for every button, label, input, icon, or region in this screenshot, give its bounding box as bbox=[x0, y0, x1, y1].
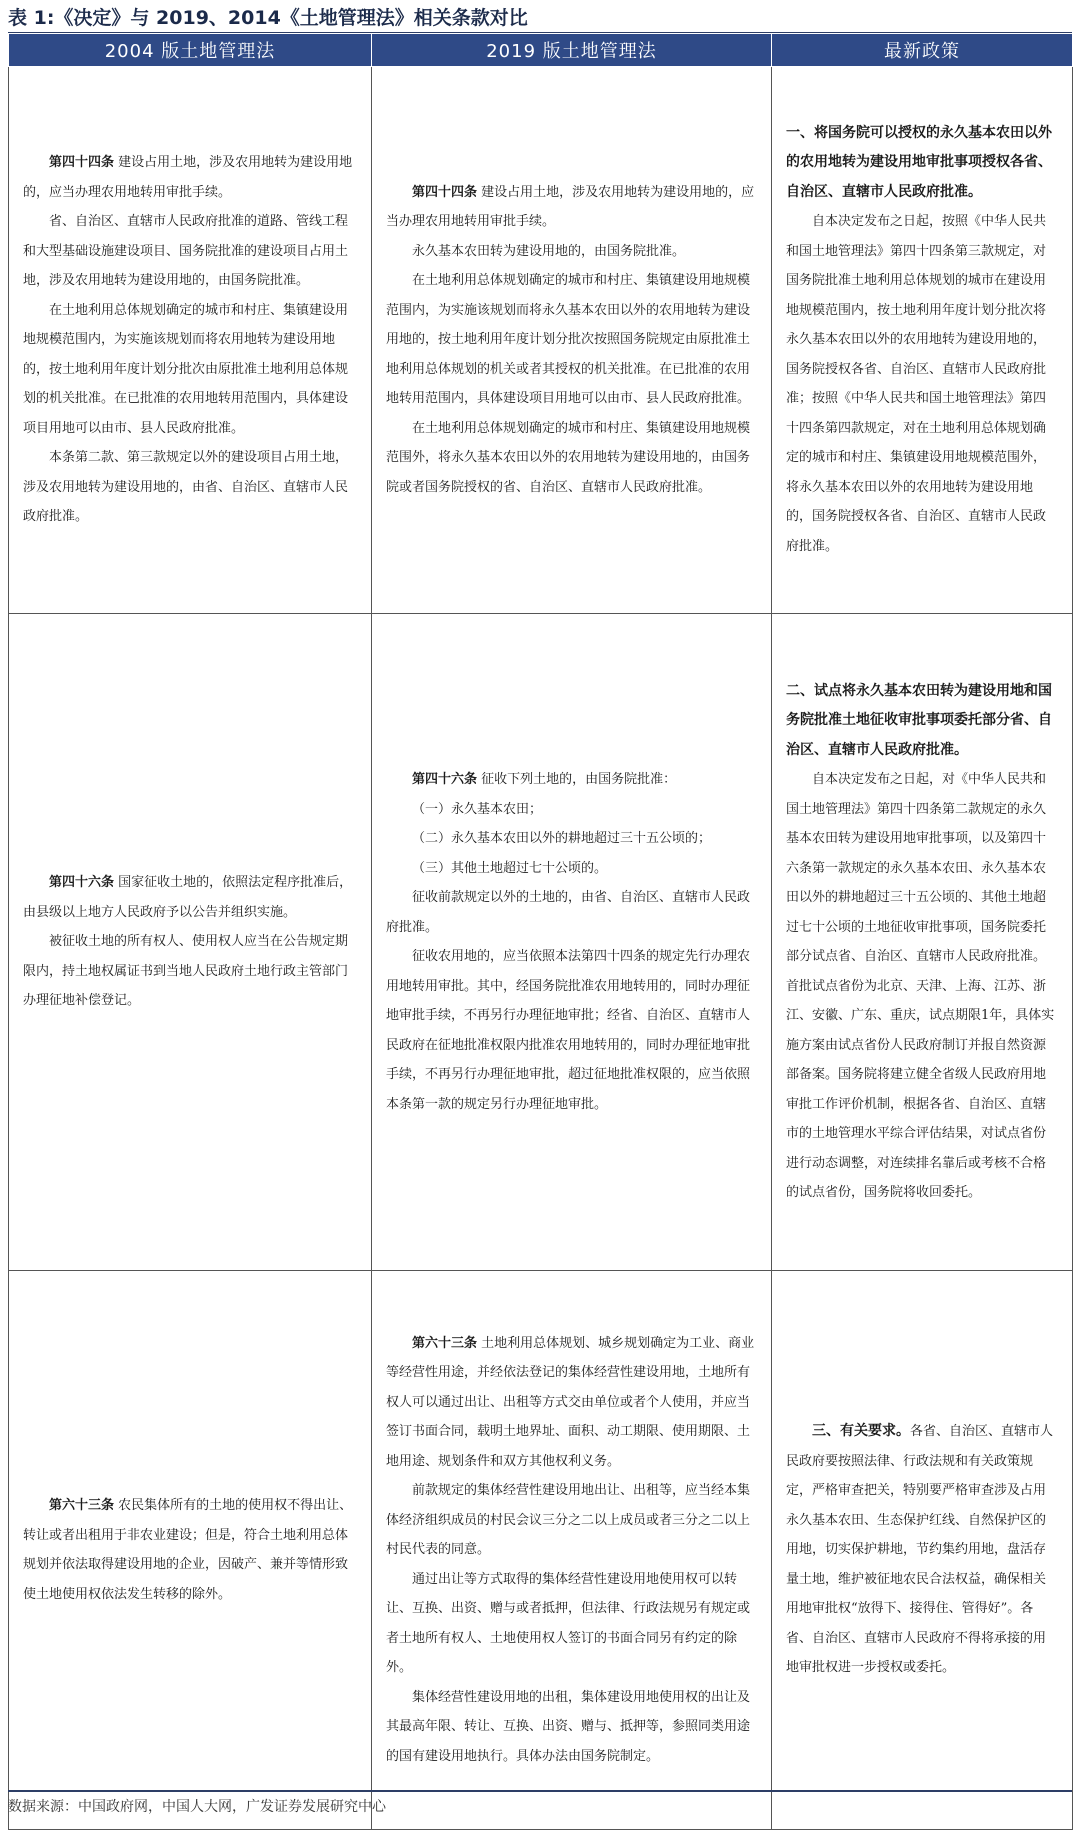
table-row bbox=[9, 1271, 1073, 1830]
article-text: 建设占用土地，涉及农用地转为建设用地的，应当办理农用地转用审批手续。 bbox=[386, 184, 755, 230]
paragraph: 省、自治区、直辖市人民政府批准的道路、管线工程和大型基础设施建设项目、国务院批准的建设项目占用土地，涉及农用地转为建设用地的，由国务院批准。 bbox=[23, 214, 349, 289]
article-label: 第四十四条 bbox=[49, 155, 115, 171]
table-row bbox=[9, 614, 1073, 1271]
cell-policy-2 bbox=[772, 614, 1073, 1271]
article-text: 国家征收土地的，依照法定程序批准后，由县级以上地方人民政府予以公告并组织实施。 bbox=[23, 875, 353, 920]
paragraph: 征收农用地的，应当依照本法第四十四条的规定先行办理农用地转用审批。其中，经国务院批准农用地转用的，同时办理征地审批手续，不再另行办理征地审批；经省、自治区、直辖市人民政府在征地批准权限内批准农用地转用的，同时办理征地审批手续，不再另行办理征地审批，超过征地批准权限的，应当依照本条第一款的规定另行办理征地审批。 bbox=[386, 949, 751, 1112]
paragraph: （二）永久基本农田以外的耕地超过三十五公顷的； bbox=[412, 831, 712, 846]
header-2004: 2004 版土地管理法 bbox=[9, 34, 372, 67]
comparison-table bbox=[8, 33, 1073, 1830]
cell-2019-art46 bbox=[372, 614, 772, 1271]
data-source-note: 数据来源：中国政府网，中国人大网，广发证券发展研究中心 bbox=[8, 1790, 1072, 1816]
cell-policy-3 bbox=[772, 1271, 1073, 1830]
table-title: 表 1:《决定》与 2019、2014《土地管理法》相关条款对比 bbox=[8, 4, 1072, 34]
cell-policy-1 bbox=[772, 67, 1073, 614]
policy-heading: 二、试点将永久基本农田转为建设用地和国务院批准土地征收审批事项委托部分省、自治区、直辖市人民政府批准。 bbox=[786, 682, 1052, 758]
paragraph: 本条第二款、第三款规定以外的建设项目占用土地，涉及农用地转为建设用地的，由省、自治区、直辖市人民政府批准。 bbox=[23, 450, 349, 525]
paragraph: 前款规定的集体经营性建设用地出让、出租等，应当经本集体经济组织成员的村民会议三分之二以上成员或者三分之二以上村民代表的同意。 bbox=[386, 1483, 751, 1558]
article-label: 第四十六条 bbox=[412, 772, 478, 787]
article-text: 征收下列土地的，由国务院批准： bbox=[481, 772, 677, 787]
article-label: 第四十四条 bbox=[412, 184, 478, 200]
policy-body: 自本决定发布之日起，按照《中华人民共和国土地管理法》第四十四条第三款规定，对国务院批准土地利用总体规划的城市在建设用地规模范围内，按土地利用年度计划分批次将永久基本农田以外的农用地转为建设用地的，国务院授权各省、自治区、直辖市人民政府批准；按照《中华人民共和国土地管理法》第四十四条第四款规定，对在土地利用总体规划确定的城市和村庄、集镇建设用地规模范围外，将永久基本农田以外的农用地转为建设用地的，国务院授权各省、自治区、直辖市人民政府批准。 bbox=[786, 214, 1047, 554]
article-text: 建设占用土地，涉及农用地转为建设用地的，应当办理农用地转用审批手续。 bbox=[23, 155, 353, 200]
article-label: 第六十三条 bbox=[49, 1498, 115, 1513]
table-row bbox=[9, 67, 1073, 614]
header-latest-policy: 最新政策 bbox=[772, 34, 1073, 67]
cell-2004-art46 bbox=[9, 614, 372, 1271]
article-text: 农民集体所有的土地的使用权不得出让、转让或者出租用于非农业建设；但是，符合土地利用总体规划并依法取得建设用地的企业，因破产、兼并等情形致使土地使用权依法发生转移的除外。 bbox=[23, 1498, 353, 1602]
paragraph: （三）其他土地超过七十公顷的。 bbox=[412, 860, 608, 876]
paragraph: 集体经营性建设用地的出租，集体建设用地使用权的出让及其最高年限、转让、互换、出资、赠与、抵押等，参照同类用途的国有建设用地执行。具体办法由国务院制定。 bbox=[386, 1689, 751, 1764]
cell-2004-art63 bbox=[9, 1271, 372, 1830]
cell-2019-art63 bbox=[372, 1271, 772, 1830]
paragraph: （一）永久基本农田； bbox=[412, 801, 543, 817]
policy-body: 自本决定发布之日起，对《中华人民共和国土地管理法》第四十四条第二款规定的永久基本农田转为建设用地审批事项，以及第四十六条第一款规定的永久基本农田、永久基本农田以外的耕地超过三十五公顷的、其他土地超过七十公顷的土地征收审批事项，国务院委托部分试点省、自治区、直辖市人民政府批准。首批试点省份为北京、天津、上海、江苏、浙江、安徽、广东、重庆，试点期限1年，具体实施方案由试点省份人民政府制订并报自然资源部备案。国务院将建立健全省级人民政府用地审批工作评价机制，根据各省、自治区、直辖市的土地管理水平综合评估结果，对试点省份进行动态调整，对连续排名靠后或考核不合格的试点省份，国务院将收回委托。 bbox=[786, 772, 1055, 1200]
article-label: 第六十三条 bbox=[412, 1335, 478, 1351]
paragraph: 在土地利用总体规划确定的城市和村庄、集镇建设用地规模范围外，将永久基本农田以外的农用地转为建设用地的，由国务院或者国务院授权的省、自治区、直辖市人民政府批准。 bbox=[386, 420, 751, 495]
paragraph: 通过出让等方式取得的集体经营性建设用地使用权可以转让、互换、出资、赠与或者抵押，但法律、行政法规另有规定或者土地所有权人、土地使用权人签订的书面合同另有约定的除外。 bbox=[386, 1571, 751, 1676]
header-2019: 2019 版土地管理法 bbox=[372, 34, 772, 67]
cell-2004-art44 bbox=[9, 67, 372, 614]
header-row bbox=[9, 34, 1073, 67]
paragraph: 永久基本农田转为建设用地的，由国务院批准。 bbox=[412, 243, 686, 259]
paragraph: 在土地利用总体规划确定的城市和村庄、集镇建设用地规模范围内，为实施该规划而将农用地转为建设用地的，按土地利用年度计划分批次由原批准土地利用总体规划的机关批准。在已批准的农用地转用范围内，具体建设项目用地可以由市、县人民政府批准。 bbox=[23, 302, 349, 436]
policy-body: 各省、自治区、直辖市人民政府要按照法律、行政法规和有关政策规定，严格审查把关，特别要严格审查涉及占用永久基本农田、生态保护红线、自然保护区的用地，切实保护耕地，节约集约用地，盘活存量土地，维护被征地农民合法权益，确保相关用地审批权“放得下、接得住、管得好”。各省、自治区、直辖市人民政府不得将承接的用地审批权进一步授权或委托。 bbox=[786, 1424, 1054, 1676]
article-label: 第四十六条 bbox=[49, 875, 115, 891]
cell-2019-art44 bbox=[372, 67, 772, 614]
paragraph: 征收前款规定以外的土地的，由省、自治区、直辖市人民政府批准。 bbox=[386, 890, 751, 935]
policy-heading: 一、将国务院可以授权的永久基本农田以外的农用地转为建设用地审批事项授权各省、自治区、直辖市人民政府批准。 bbox=[786, 124, 1052, 200]
paragraph: 被征收土地的所有权人、使用权人应当在公告规定期限内，持土地权属证书到当地人民政府土地行政主管部门办理征地补偿登记。 bbox=[23, 934, 349, 1009]
policy-heading: 三、有关要求。 bbox=[812, 1423, 910, 1440]
paragraph: 在土地利用总体规划确定的城市和村庄、集镇建设用地规模范围内，为实施该规划而将永久基本农田以外的农用地转为建设用地的，按土地利用年度计划分批次按照国务院规定由原批准土地利用总体规划的机关或者其授权的机关批准。在已批准的农用地转用范围内，具体建设项目用地可以由市、县人民政府批准。 bbox=[386, 273, 751, 407]
article-text: 土地利用总体规划、城乡规划确定为工业、商业等经营性用途，并经依法登记的集体经营性建设用地，土地所有权人可以通过出让、出租等方式交由单位或者个人使用，并应当签订书面合同，载明土地界址、面积、动工期限、使用期限、土地用途、规划条件和双方其他权利义务。 bbox=[386, 1335, 755, 1469]
